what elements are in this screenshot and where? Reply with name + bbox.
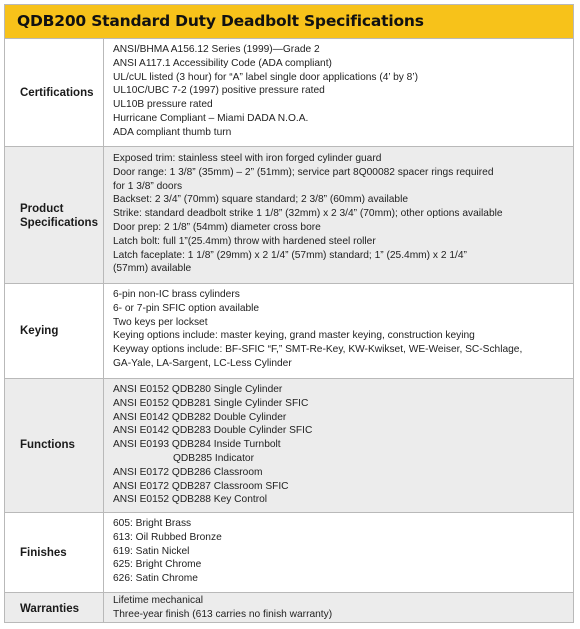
row-label: Product Specifications [20, 203, 98, 229]
spec-line: ANSI E0152 QDB288 Key Control [113, 494, 268, 506]
row-values [113, 152, 567, 276]
spec-line: Latch bolt: full 1”(25.4mm) throw with hardened steel roller [113, 235, 376, 247]
spec-line: UL/cUL listed (3 hour) for “A” label single door applications (4’ by 8’) [113, 71, 419, 83]
spec-line: UL10C/UBC 7-2 (1997) positive pressure rated [113, 85, 325, 97]
spec-line: ANSI E0152 QDB281 Single Cylinder SFIC [113, 397, 309, 409]
spec-line: ANSI E0193 QDB284 Inside Turnbolt [113, 439, 281, 451]
spec-table [4, 4, 574, 623]
spec-line: ANSI E0142 QDB283 Double Cylinder SFIC [113, 425, 313, 437]
spec-line: GA-Yale, LA-Sargent, LC-Less Cylinder [113, 357, 292, 369]
spec-line: Three-year finish (613 carries no finish warranty) [113, 608, 333, 620]
row-values [113, 43, 567, 140]
column-divider [103, 284, 104, 378]
spec-line: ANSI/BHMA A156.12 Series (1999)—Grade 2 [113, 44, 320, 55]
spec-line: Keyway options include: BF-SFIC “F,” SMT-Re-Key, KW-Kwikset, WE-Weiser, SC-Schlage, [113, 344, 523, 356]
row-values [113, 594, 567, 622]
spec-line: Keying options include: master keying, grand master keying, construction keying [113, 330, 475, 342]
spec-line: Two keys per lockset [113, 316, 208, 328]
title-bar [5, 5, 573, 39]
spec-line: Door range: 1 3/8” (35mm) – 2” (51mm); service part 8Q00082 spacer rings required [113, 166, 494, 178]
spec-line: QDB285 Indicator [173, 452, 254, 464]
row-keying [5, 284, 573, 379]
row-label: Functions [20, 439, 75, 451]
spec-line: Hurricane Compliant – Miami DADA N.O.A. [113, 112, 309, 124]
spec-line: Exposed trim: stainless steel with iron forged cylinder guard [113, 153, 382, 164]
spec-line: ANSI E0172 QDB287 Classroom SFIC [113, 480, 289, 492]
spec-line: UL10B pressure rated [113, 99, 213, 111]
spec-line: ANSI A117.1 Accessibility Code (ADA compliant) [113, 57, 332, 69]
row-finishes [5, 513, 573, 593]
spec-line: 626: Satin Chrome [113, 573, 198, 585]
column-divider [103, 147, 104, 283]
row-label: Finishes [20, 547, 67, 559]
spec-line: Backset: 2 3/4” (70mm) square standard; 2 3/8” (60mm) available [113, 194, 408, 206]
spec-line: 6-pin non-IC brass cylinders [113, 289, 240, 300]
column-divider [103, 379, 104, 512]
spec-line: 6- or 7-pin SFIC option available [113, 302, 260, 314]
row-product-specifications [5, 147, 573, 284]
spec-line: for 1 3/8” doors [113, 180, 183, 192]
spec-line: 605: Bright Brass [113, 518, 192, 529]
spec-line: ANSI E0142 QDB282 Double Cylinder [113, 411, 287, 423]
spec-line: 619: Satin Nickel [113, 545, 190, 557]
page-title: QDB200 Standard Duty Deadbolt Specifications [17, 12, 424, 30]
spec-line: Strike: standard deadbolt strike 1 1/8” (32mm) x 2 3/4” (70mm); other options available [113, 208, 503, 220]
spec-line: ANSI E0152 QDB280 Single Cylinder [113, 384, 283, 395]
row-values [113, 288, 567, 371]
row-warranties [5, 593, 573, 622]
spec-line: Door prep: 2 1/8” (54mm) diameter cross bore [113, 221, 321, 233]
row-certifications [5, 39, 573, 147]
spec-line: 625: Bright Chrome [113, 559, 202, 571]
row-label: Keying [20, 325, 59, 337]
row-label: Certifications [20, 87, 94, 99]
row-values [113, 383, 567, 507]
column-divider [103, 513, 104, 592]
row-functions [5, 379, 573, 513]
spec-line: 613: Oil Rubbed Bronze [113, 531, 222, 543]
row-values [113, 517, 567, 586]
spec-line: (57mm) available [113, 263, 192, 275]
spec-line: ANSI E0172 QDB286 Classroom [113, 466, 263, 478]
row-label: Warranties [20, 603, 80, 615]
spec-line: Latch faceplate: 1 1/8” (29mm) x 2 1/4” (57mm) standard; 1” (25.4mm) x 2 1/4” [113, 249, 467, 261]
spec-line: ADA compliant thumb turn [113, 126, 232, 138]
column-divider [103, 593, 104, 622]
spec-line: Lifetime mechanical [113, 595, 204, 606]
column-divider [103, 39, 104, 146]
